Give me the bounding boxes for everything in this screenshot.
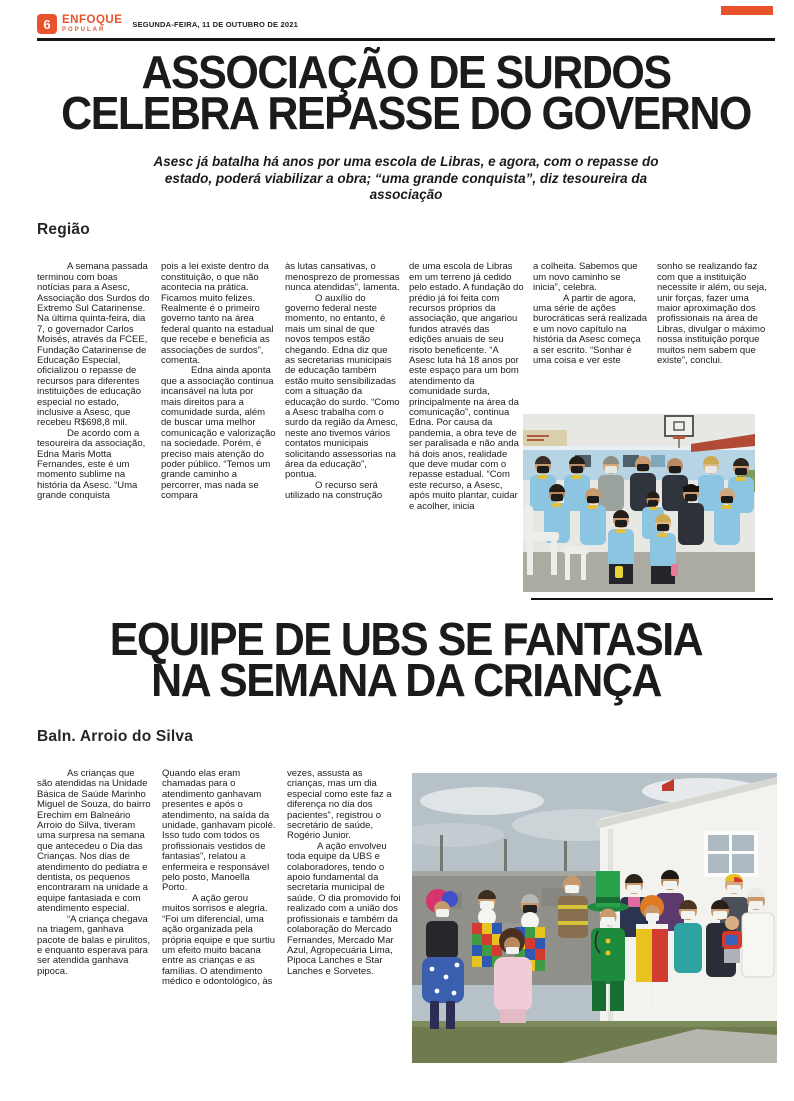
article-paragraph: “A criança chegava na triagem, ganhava pacote de balas e pirulitos, e enquanto esperava para ser atendida ganhava pipoca. [37,913,151,977]
text-column-1 [37,262,152,600]
headline-line: CELEBRA REPASSE DO GOVERNO [61,87,751,140]
headline-line: NA SEMANA DA CRIANÇA [151,655,661,708]
article-paragraph: A ação gerou muitos sorrisos e alegria. “Foi um diferencial, uma ação organizada pela própria equipe e que surtiu um efeito muito bacana entre as crianças e as famílias. O atendimento médico e odontológico, às [162,892,276,988]
article-paragraph: De acordo com a tesoureira da associação, Edna Maris Motta Fernandes, este é um momento sublime na história da Asesc. “Uma grande conquista [37,427,146,502]
newspaper-logo [62,15,122,34]
article-paragraph: a colheita. Sabemos que um novo caminho se inicia”, celebra. [533,262,638,294]
text-column-2 [161,262,276,600]
article-divider-rule [531,598,773,600]
edition-date: SEGUNDA-FEIRA, 11 DE OUTUBRO DE 2021 [132,19,298,29]
article-paragraph: A ação envolveu toda equipe da UBS e colaboradores, tendo o apoio fundamental da secretaria municipal de saúde. O dia promovido foi realizado com a união dos profissionais e também da colaboração do Mercado Fernandes, Mercado Mar Azul, Agropecuária Lima, Pipoca Lanches e Star Lanches e Sorvetes. [287,840,401,977]
photo-asesc-illustration [523,414,755,592]
article-paragraph: pois a lei existe dentro da constituição, o que não acontecia na prática. Ficamos muito felizes. Realmente é o primeiro governo tanto na área federal quanto na estadual que recebe e beneficia as associações de surdos”, comenta. [161,262,274,366]
photo-asesc-group [523,414,755,592]
section-label-arroio: Baln. Arroio do Silva [37,728,194,745]
headline-line: ASSOCIAÇÃO DE SURDOS [141,47,671,99]
text-column-1 [37,769,152,1101]
article1-columns [37,262,775,600]
logo-line2: POPULAR [62,27,106,34]
article-paragraph: sonho se realizando faz com que a instituição necessite ir além, ou seja, unir forças, fazer uma maior aproximação dos profissionais na área de Libras, divulgar o máximo nossa instituição porque muitos nem sabem que existe”, conclui. [657,262,767,366]
article-paragraph: A semana passada terminou com boas notícias para a Asesc, Associação dos Surdos do Extremo Sul Catarinense. Na última quinta-feira, dia 7, o governador Carlos Moisés, através da FCEE, Fundação Catarinense de Educação Especial, oficializou o repasse de recursos para diferentes instituições de educação especial no estado, inclusive a Asesc, que recebeu R$698,8 mil. [37,262,150,429]
photo-ubs-illustration [412,773,777,1063]
article1-headline [37,47,775,140]
article-paragraph: Edna ainda aponta que a associação continua incansável na luta por mais direitos para a comunidade surda, além de buscar uma melhor comunicação e valorização na sociedade. Porém, é preciso mais atenção do poder público. “Temos um grande caminho a percorrer, mas nada se compara [161,365,276,502]
article1-subtitle: Asesc já batalha há anos por uma escola de Libras, e agora, com o repasse do estado, poderá viabilizar a obra; “uma grande conquista”, diz tesoureira da associação [153,153,659,203]
masthead [37,0,775,41]
article-paragraph: As crianças que são atendidas na Unidade Básica de Saúde Marinho Miguel de Souza, do bairro Erechim em Balneário Arroio do Silva, tiveram uma surpresa na semana que antecedeu o Dia das Crianças. Nos dias de atendimento do pediatra e dentista, os pequenos encontraram na unidade a equipe fantasiada e com atendimento especial. [37,769,151,915]
article-asesc [37,47,775,600]
article-paragraph: de uma escola de Libras em um terreno já cedido pelo estado. A fundação do prédio já foi feita com recursos próprios da associação, que angariou fundos através das edições anuais de seu risoto beneficente. “A Asesc luta há 18 anos por este espaço para um bom atendimento da comunidade surda, principalmente na área da comunicação”, continua Edna. Por causa da pandemia, a obra teve de ser paralisada e não anda há dois anos, realidade que deve mudar com o repasse estadual. “Com este recurso, a Asesc, após muito plantar, cuidar e acolher, inicia [409,262,524,512]
article-paragraph: vezes, assusta as crianças, mas um dia especial como este faz a diferença no dia dos pacientes”, registrou o secretário de saúde, Rogério Junior. [287,769,392,842]
accent-bar [721,6,773,15]
article-ubs [37,614,775,1101]
page-number-badge: 6 [37,14,57,34]
section-label-regiao: Região [37,221,90,239]
article2-headline [37,614,775,708]
article2-columns [37,769,775,1101]
article-paragraph: A partir de agora, uma série de ações burocráticas será realizada e um novo capítulo na história da Asesc começa a ser escrito. “Sonhar é uma coisa e ver este [533,292,648,366]
logo-line1: ENFOQUE [62,13,123,26]
photo-ubs-costumes [412,773,777,1063]
text-column-2 [162,769,277,1101]
article-paragraph: O recurso será utilizado na construção [285,479,383,502]
article-paragraph: Quando elas eram chamadas para o atendimento ganhavam presentes e após o atendimento, na saída da unidade, ganhavam picolé. Isso tudo com todos os profissionais vestidos de fantasias”, relatou a enfermeira e responsável pelo posto, Manoella Porto. [162,769,276,894]
text-column-3 [285,262,400,600]
text-column-3 [287,769,402,1101]
article-paragraph: às lutas cansativas, o menosprezo de promessas nunca atendidas”, lamenta. [285,262,400,294]
text-column-4 [409,262,524,600]
headline-line: EQUIPE DE UBS SE FANTASIA [109,614,703,667]
article-paragraph: O auxílio do governo federal neste momento, no entanto, é mais um sinal de que novos tempos estão chegando. Edna diz que as secretarias municipais de educação também estão muito sensibilizadas com a situação da educação do surdo. “Como a Asesc trabalha com o surdo da região da Amesc, neste ano tivemos vários contatos municipais solicitando assessorias na área da educação”, pontua. [285,292,400,481]
